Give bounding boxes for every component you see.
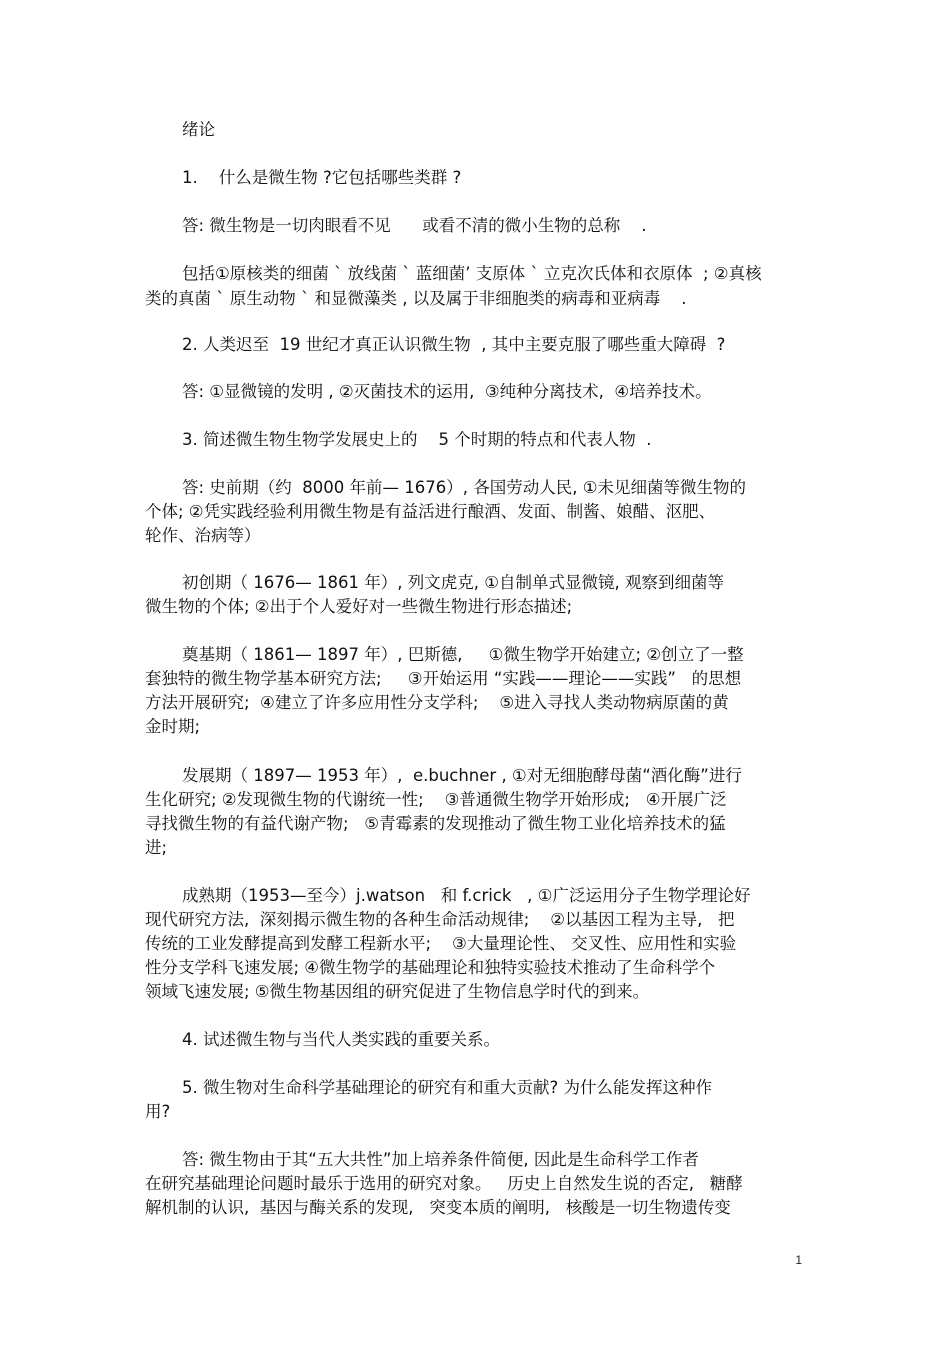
period-line: 领域飞速发展; ⑤微生物基因组的研究促进了生物信息学时代的到来。 xyxy=(145,982,650,1001)
period-line: 现代研究方法, 深刻揭示微生物的各种生命活动规律; ②以基因工程为主导, 把 xyxy=(145,910,735,929)
question-5-line: 用? xyxy=(145,1102,171,1121)
heading: 绪论 xyxy=(182,120,215,139)
period-line: 性分支学科飞速发展; ④微生物学的基础理论和独特实验技术推动了生命科学个 xyxy=(145,958,716,977)
question-1: 1. 什么是微生物 ?它包括哪些类群 ? xyxy=(182,168,462,187)
period-line: 传统的工业发酵提高到发酵工程新水平; ③大量理论性、 交叉性、应用性和实验 xyxy=(145,934,737,953)
answer-1-line: 类的真菌 ` 原生动物 ` 和显微藻类 , 以及属于非细胞类的病毒和亚病毒 . xyxy=(145,289,687,308)
answer-1: 答: 微生物是一切肉眼看不见 或看不清的微小生物的总称 . xyxy=(182,216,647,235)
period-line: 发展期（ 1897— 1953 年）, e.buchner , ①对无细胞酵母菌“酒化酶”进行 xyxy=(182,766,742,785)
period-line: 金时期; xyxy=(145,717,201,736)
answer-2: 答: ①显微镜的发明 , ②灭菌技术的运用, ③纯种分离技术, ④培养技术。 xyxy=(182,382,712,401)
answer-5-line: 答: 微生物由于其“五大共性”加上培养条件简便, 因此是生命科学工作者 xyxy=(182,1150,699,1169)
question-4: 4. 试述微生物与当代人类实践的重要关系。 xyxy=(182,1030,500,1049)
answer-1-line: 包括①原核类的细菌 ` 放线菌 ` 蓝细菌’ 支原体 ` 立克次氏体和衣原体 ; ②真核 xyxy=(182,264,762,283)
answer-3-line: 答: 史前期（约 8000 年前— 1676）, 各国劳动人民, ①未见细菌等微生物的 xyxy=(182,478,747,497)
question-5: 5. 微生物对生命科学基础理论的研究有和重大贡献? 为什么能发挥这种作 xyxy=(182,1078,712,1097)
question-3: 3. 简述微生物生物学发展史上的 5 个时期的特点和代表人物 . xyxy=(182,430,652,449)
period-line: 成熟期（1953—至今）j.watson 和 f.crick , ①广泛运用分子生物学理论好 xyxy=(182,886,751,905)
period-line: 微生物的个体; ②出于个人爱好对一些微生物进行形态描述; xyxy=(145,597,573,616)
period-line: 奠基期（ 1861— 1897 年）, 巴斯德, ①微生物学开始建立; ②创立了一整 xyxy=(182,645,744,664)
question-2: 2. 人类迟至 19 世纪才真正认识微生物 , 其中主要克服了哪些重大障碍 ? xyxy=(182,335,726,354)
answer-3-line: 个体; ②凭实践经验利用微生物是有益活进行酿酒、发面、制酱、娘醋、沤肥、 xyxy=(145,502,716,521)
period-line: 方法开展研究; ④建立了许多应用性分支学科; ⑤进入寻找人类动物病原菌的黄 xyxy=(145,693,729,712)
answer-5-line: 在研究基础理论问题时最乐于选用的研究对象。 历史上自然发生说的否定, 糖酵 xyxy=(145,1174,743,1193)
answer-3-line: 轮作、治病等） xyxy=(145,526,261,545)
period-line: 初创期（ 1676— 1861 年）, 列文虎克, ①自制单式显微镜, 观察到细菌等 xyxy=(182,573,724,592)
period-line: 进; xyxy=(145,838,168,857)
period-line: 寻找微生物的有益代谢产物; ⑤青霉素的发现推动了微生物工业化培养技术的猛 xyxy=(145,814,726,833)
period-line: 套独特的微生物学基本研究方法; ③开始运用 “实践——理论——实践” 的思想 xyxy=(145,669,742,688)
answer-5-line: 解机制的认识, 基因与酶关系的发现, 突变本质的阐明, 核酸是一切生物遗传变 xyxy=(145,1198,731,1217)
period-line: 生化研究; ②发现微生物的代谢统一性; ③普通微生物学开始形成; ④开展广泛 xyxy=(145,790,727,809)
page-number: 1 xyxy=(795,1253,802,1267)
